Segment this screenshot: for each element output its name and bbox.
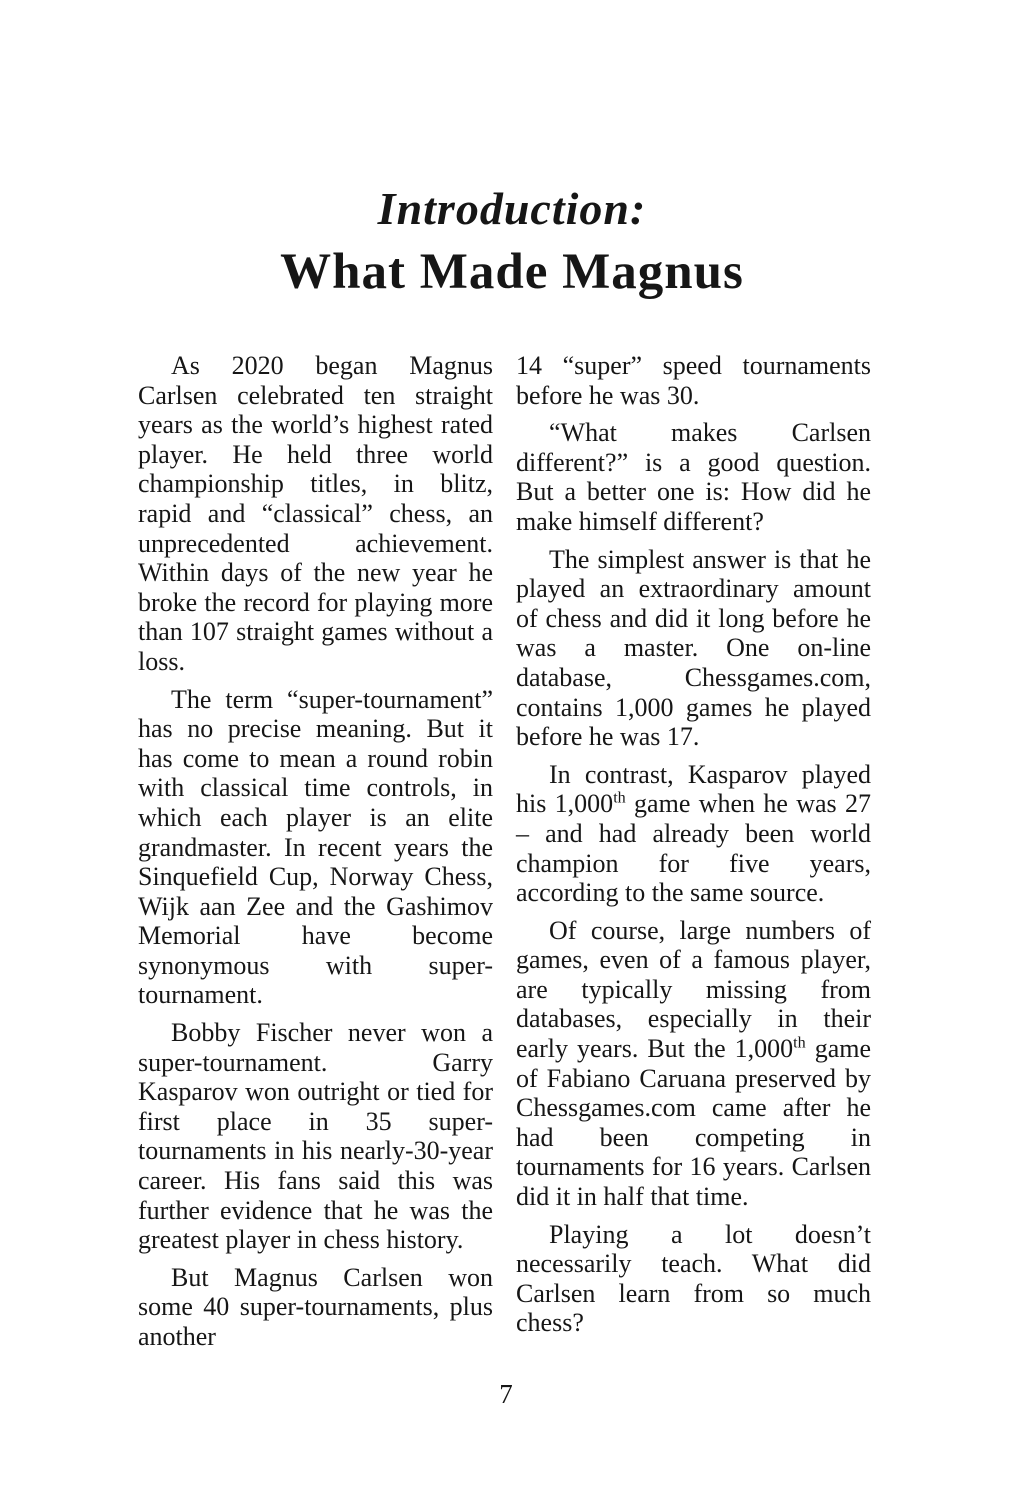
paragraph-right-6: Playing a lot doesn’t necessarily teach. What did Carlsen learn from so much chess? [516,1219,871,1338]
paragraph-right-3: The simplest answer is that he played an extraordinary amount of chess and did it long before he was a master. One on-line database, Chessgames.com, contains 1,000 games he played before he was 17. [516,544,871,752]
text-column-left [138,351,493,1360]
paragraph-right-5: Of course, large numbers of games, even of a famous player, are typically missing from databases, especially in their early years. But the 1,000th game of Fabiano Caruana preserved by Chessgames.com came after he had been competing in tournaments for 16 years. Carlsen did it in half that time. [516,915,871,1212]
paragraph-left-4: But Magnus Carlsen won some 40 super-tournaments, plus another [138,1262,493,1351]
paragraph-left-3: Bobby Fischer never won a super-tournament. Garry Kasparov won outright or tied for first place in 35 super-tournaments in his nearly-30-year career. His fans said this was further evidence that he was the greatest player in chess history. [138,1018,493,1255]
chapter-title [6,183,1012,301]
two-column-text-block [138,351,871,1360]
paragraph-right-1: 14 “super” speed tournaments before he was 30. [516,351,871,410]
paragraph-right-4: In contrast, Kasparov played his 1,000th game when he was 27 – and had already been world champion for five years, according to the same source. [516,759,871,908]
text-column-right [516,351,871,1360]
paragraph-right-2: “What makes Carlsen different?” is a good question. But a better one is: How did he make himself different? [516,418,871,536]
page-number: 7 [499,1379,513,1409]
chapter-title-line-2: What Made Magnus [280,244,744,301]
paragraph-left-1: As 2020 began Magnus Carlsen celebrated ten straight years as the world’s highest rated player. He held three world championship titles, in blitz, rapid and “classical” chess, an unprecedented achievement. Within days of the new year he broke the record for playing more than 107 straight games without a loss. [138,351,493,676]
chapter-title-line-1: Introduction: [377,183,647,234]
paragraph-left-2: The term “super-tournament” has no precise meaning. But it has come to mean a round robin with classical time controls, in which each player is an elite grandmaster. In recent years the Sinquefield Cup, Norway Chess, Wijk aan Zee and the Gashimov Memorial have become synonymous with super-tournament. [138,684,493,1010]
